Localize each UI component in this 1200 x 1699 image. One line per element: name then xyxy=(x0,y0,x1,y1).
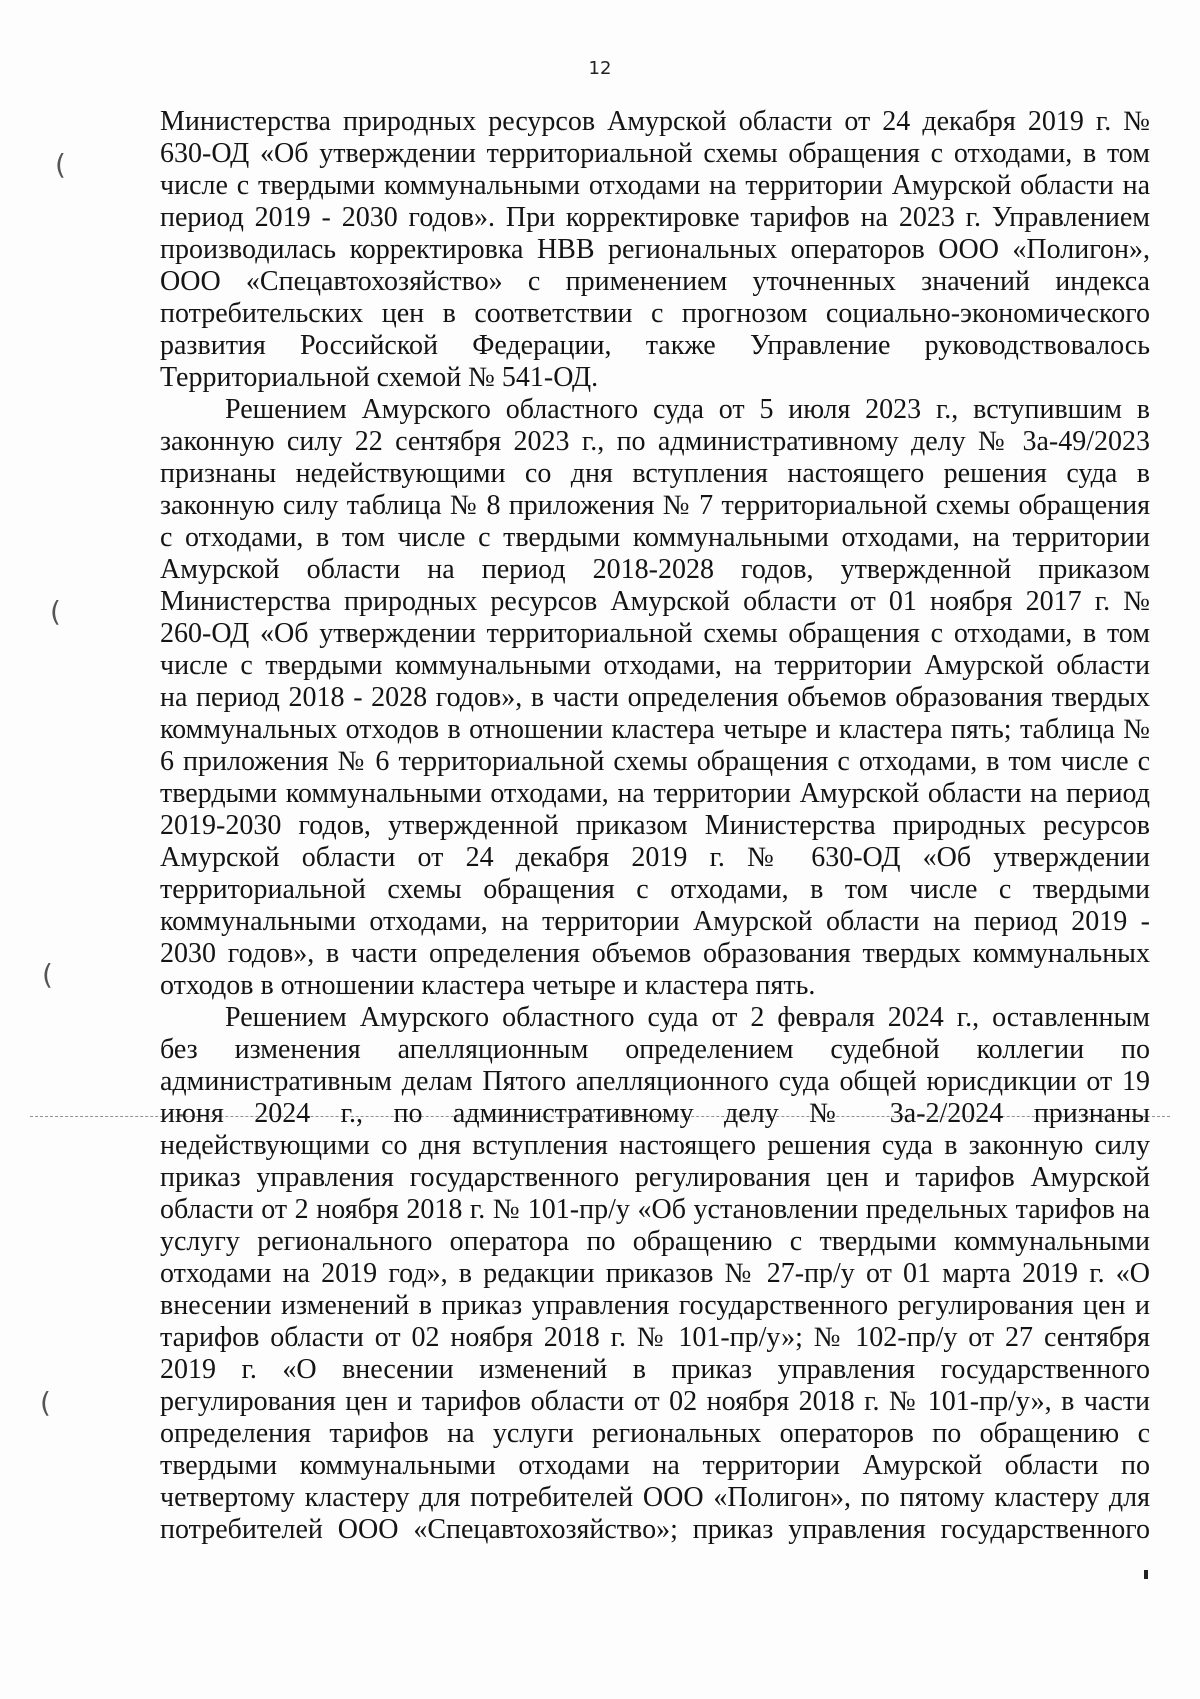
text-line: Министерства природных ресурсов Амурской области от 24 декабря 2019 г. № xyxy=(160,106,1150,137)
text-line: с отходами, в том числе с твердыми коммунальными отходами, на территории xyxy=(160,522,1150,553)
text-line: Министерства природных ресурсов Амурской области от 01 ноября 2017 г. № xyxy=(160,586,1150,617)
text-line: приказ управления государственного регулирования цен и тарифов Амурской xyxy=(160,1162,1150,1193)
text-line: услугу регионального оператора по обращению с твердыми коммунальными xyxy=(160,1226,1150,1257)
text-line: числе с твердыми коммунальными отходами на территории Амурской области на xyxy=(160,170,1150,201)
text-line: период 2019 - 2030 годов». При корректировке тарифов на 2023 г. Управлением xyxy=(160,202,1150,233)
text-line: Решением Амурского областного суда от 2 февраля 2024 г., оставленным xyxy=(225,1002,1150,1033)
text-line: четвертому кластеру для потребителей ООО «Полигон», по пятому кластеру для xyxy=(160,1482,1150,1513)
text-line: тарифов области от 02 ноября 2018 г. № 101-пр/у»; № 102-пр/у от 27 сентября xyxy=(160,1322,1150,1353)
text-line: 630-ОД «Об утверждении территориальной схемы обращения с отходами, в том xyxy=(160,138,1150,169)
text-line: отходами на 2019 год», в редакции приказов № 27-пр/у от 01 марта 2019 г. «О xyxy=(160,1258,1150,1289)
text-line: Территориальной схемой № 541-ОД. xyxy=(160,362,599,393)
text-line: 2030 годов», в части определения объемов образования твердых коммунальных xyxy=(160,938,1150,969)
text-line: регулирования цен и тарифов области от 02 ноября 2018 г. № 101-пр/у», в части xyxy=(160,1386,1150,1417)
text-line: на период 2018 - 2028 годов», в части определения объемов образования твердых xyxy=(160,682,1150,713)
page-number: 12 xyxy=(588,58,612,79)
text-line: определения тарифов на услуги региональных операторов по обращению с xyxy=(160,1418,1150,1449)
text-line: внесении изменений в приказ управления государственного регулирования цен и xyxy=(160,1290,1150,1321)
text-line: производилась корректировка НВВ региональных операторов ООО «Полигон», xyxy=(160,234,1150,265)
text-line: 2019 г. «О внесении изменений в приказ управления государственного xyxy=(160,1354,1150,1385)
text-line: без изменения апелляционным определением судебной коллегии по xyxy=(160,1034,1150,1065)
text-line: Решением Амурского областного суда от 5 июля 2023 г., вступившим в xyxy=(225,394,1150,425)
text-line: коммунальных отходов в отношении кластера четыре и кластера пять; таблица № xyxy=(160,714,1150,745)
text-line: территориальной схемы обращения с отходами, в том числе с твердыми xyxy=(160,874,1150,905)
text-line: 260-ОД «Об утверждении территориальной схемы обращения с отходами, в том xyxy=(160,618,1150,649)
text-line: отходов в отношении кластера четыре и кластера пять. xyxy=(160,970,816,1001)
text-line: июня 2024 г., по административному делу № 3а-2/2024 признаны xyxy=(160,1098,1150,1129)
text-line: области от 2 ноября 2018 г. № 101-пр/у «Об установлении предельных тарифов на xyxy=(160,1194,1150,1225)
text-line: твердыми коммунальными отходами, на территории Амурской области на период xyxy=(160,778,1150,809)
margin-bracket-mark: ( xyxy=(40,1386,51,1419)
text-line: Амурской области на период 2018-2028 годов, утвержденной приказом xyxy=(160,554,1150,585)
text-line: административным делам Пятого апелляционного суда общей юрисдикции от 19 xyxy=(160,1066,1150,1097)
text-line: 2019-2030 годов, утвержденной приказом Министерства природных ресурсов xyxy=(160,810,1150,841)
text-line: законную силу 22 сентября 2023 г., по административному делу № 3а-49/2023 xyxy=(160,426,1150,457)
text-line: твердыми коммунальными отходами на территории Амурской области по xyxy=(160,1450,1150,1481)
text-line: ООО «Спецавтохозяйство» с применением уточненных значений индекса xyxy=(160,266,1150,297)
text-line: признаны недействующими со дня вступления настоящего решения суда в xyxy=(160,458,1150,489)
text-line: числе с твердыми коммунальными отходами, на территории Амурской области xyxy=(160,650,1150,681)
text-line: законную силу таблица № 8 приложения № 7 территориальной схемы обращения xyxy=(160,490,1150,521)
scan-speck xyxy=(1144,1570,1148,1579)
margin-bracket-mark: ( xyxy=(50,595,61,628)
text-line: потребительских цен в соответствии с прогнозом социально-экономического xyxy=(160,298,1150,329)
text-line: недействующими со дня вступления настоящего решения суда в законную силу xyxy=(160,1130,1150,1161)
margin-bracket-mark: ( xyxy=(55,148,66,181)
text-line: развития Российской Федерации, также Управление руководствовалось xyxy=(160,330,1150,361)
text-line: потребителей ООО «Спецавтохозяйство»; приказ управления государственного xyxy=(160,1514,1150,1545)
margin-bracket-mark: ( xyxy=(42,958,53,991)
text-line: Амурской области от 24 декабря 2019 г. № 630-ОД «Об утверждении xyxy=(160,842,1150,873)
text-line: коммунальными отходами, на территории Амурской области на период 2019 - xyxy=(160,906,1150,937)
text-line: 6 приложения № 6 территориальной схемы обращения с отходами, в том числе с xyxy=(160,746,1150,777)
